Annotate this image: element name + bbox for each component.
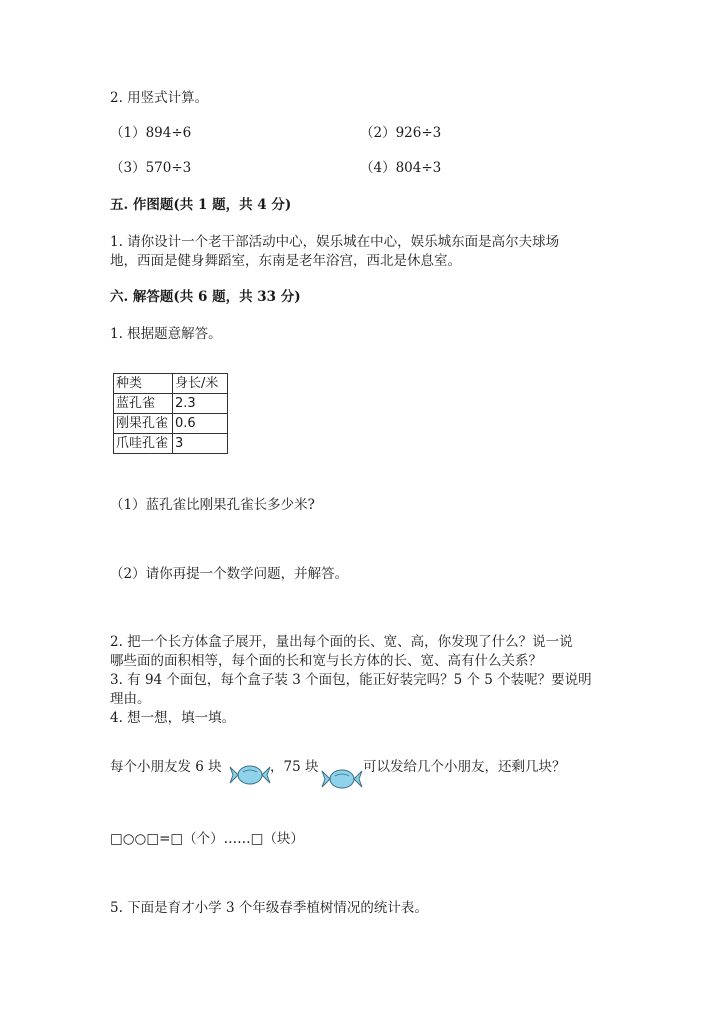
candy-wrapper-left <box>322 771 330 787</box>
table-cell: 2.3 <box>173 394 228 414</box>
section6-q4-part3: 可以发给几个小朋友，还剩几块？ <box>363 759 566 775</box>
table-header-cell: 身长/米 <box>173 374 228 394</box>
section5-q1-line1: 1. 请你设计一个老干部活动中心，娱乐城在中心，娱乐城东面是高尔夫球场 <box>110 234 560 250</box>
section6-q1-sub1: （1）蓝孔雀比刚果孔雀长多少米? <box>110 497 315 513</box>
section6-q4-title: 4. 想一想，填一填。 <box>110 710 236 726</box>
section6-q5-title: 5. 下面是育才小学 3 个年级春季植树情况的统计表。 <box>110 900 428 916</box>
section6-q2-line2: 哪些面的面积相等，每个面的长和宽与长方体的长、宽、高有什么关系？ <box>110 653 542 669</box>
table-cell: 3 <box>173 434 228 454</box>
candy-body <box>330 770 354 788</box>
section5-heading: 五. 作图题(共 1 题，共 4 分) <box>110 197 292 213</box>
section6-q3-line1: 3. 有 94 个面包，每个盒子装 3 个面包，能正好装完吗？5 个 5 个装呢？要说明 <box>110 672 592 688</box>
table-row <box>114 434 228 454</box>
section6-q4-formula: □○○□=□（个）……□（块） <box>110 831 304 847</box>
candy-wrapper-left <box>230 767 238 783</box>
table-row <box>114 394 228 414</box>
section6-q2-line1: 2. 把一个长方体盒子展开，量出每个面的长、宽、高，你发现了什么？说一说 <box>110 634 573 650</box>
section6-heading: 六. 解答题(共 6 题，共 33 分) <box>110 289 301 305</box>
table-row <box>114 414 228 434</box>
q-vertical-item-2: （2）926÷3 <box>360 125 442 141</box>
candy-wrapper-right <box>354 771 362 787</box>
q-vertical-item-1: （1）894÷6 <box>110 125 192 141</box>
section6-q3-line2: 理由。 <box>110 691 151 707</box>
section6-q1-title: 1. 根据题意解答。 <box>110 326 222 342</box>
section6-q4-part2: ，75 块 <box>270 759 319 775</box>
section5-q1-line2: 地，西面是健身舞蹈室，东南是老年浴宫，西北是休息室。 <box>110 253 461 269</box>
table-cell: 蓝孔雀 <box>114 394 173 414</box>
candy-icon <box>228 760 272 790</box>
q-vertical-title: 2. 用竖式计算。 <box>110 90 209 106</box>
table-header-row <box>114 374 228 394</box>
section6-q4-part1: 每个小朋友发 6 块 <box>110 759 222 775</box>
table-cell: 0.6 <box>173 414 228 434</box>
candy-icon <box>320 764 364 794</box>
q-vertical-item-3: （3）570÷3 <box>110 160 192 176</box>
peacock-length-table <box>113 373 228 454</box>
section6-q1-sub2: （2）请你再提一个数学问题，并解答。 <box>110 566 349 582</box>
q-vertical-item-4: （4）804÷3 <box>360 160 442 176</box>
table-cell: 爪哇孔雀 <box>114 434 173 454</box>
candy-body <box>238 766 262 784</box>
table-cell: 刚果孔雀 <box>114 414 173 434</box>
table-header-cell: 种类 <box>114 374 173 394</box>
candy-wrapper-right <box>262 767 270 783</box>
